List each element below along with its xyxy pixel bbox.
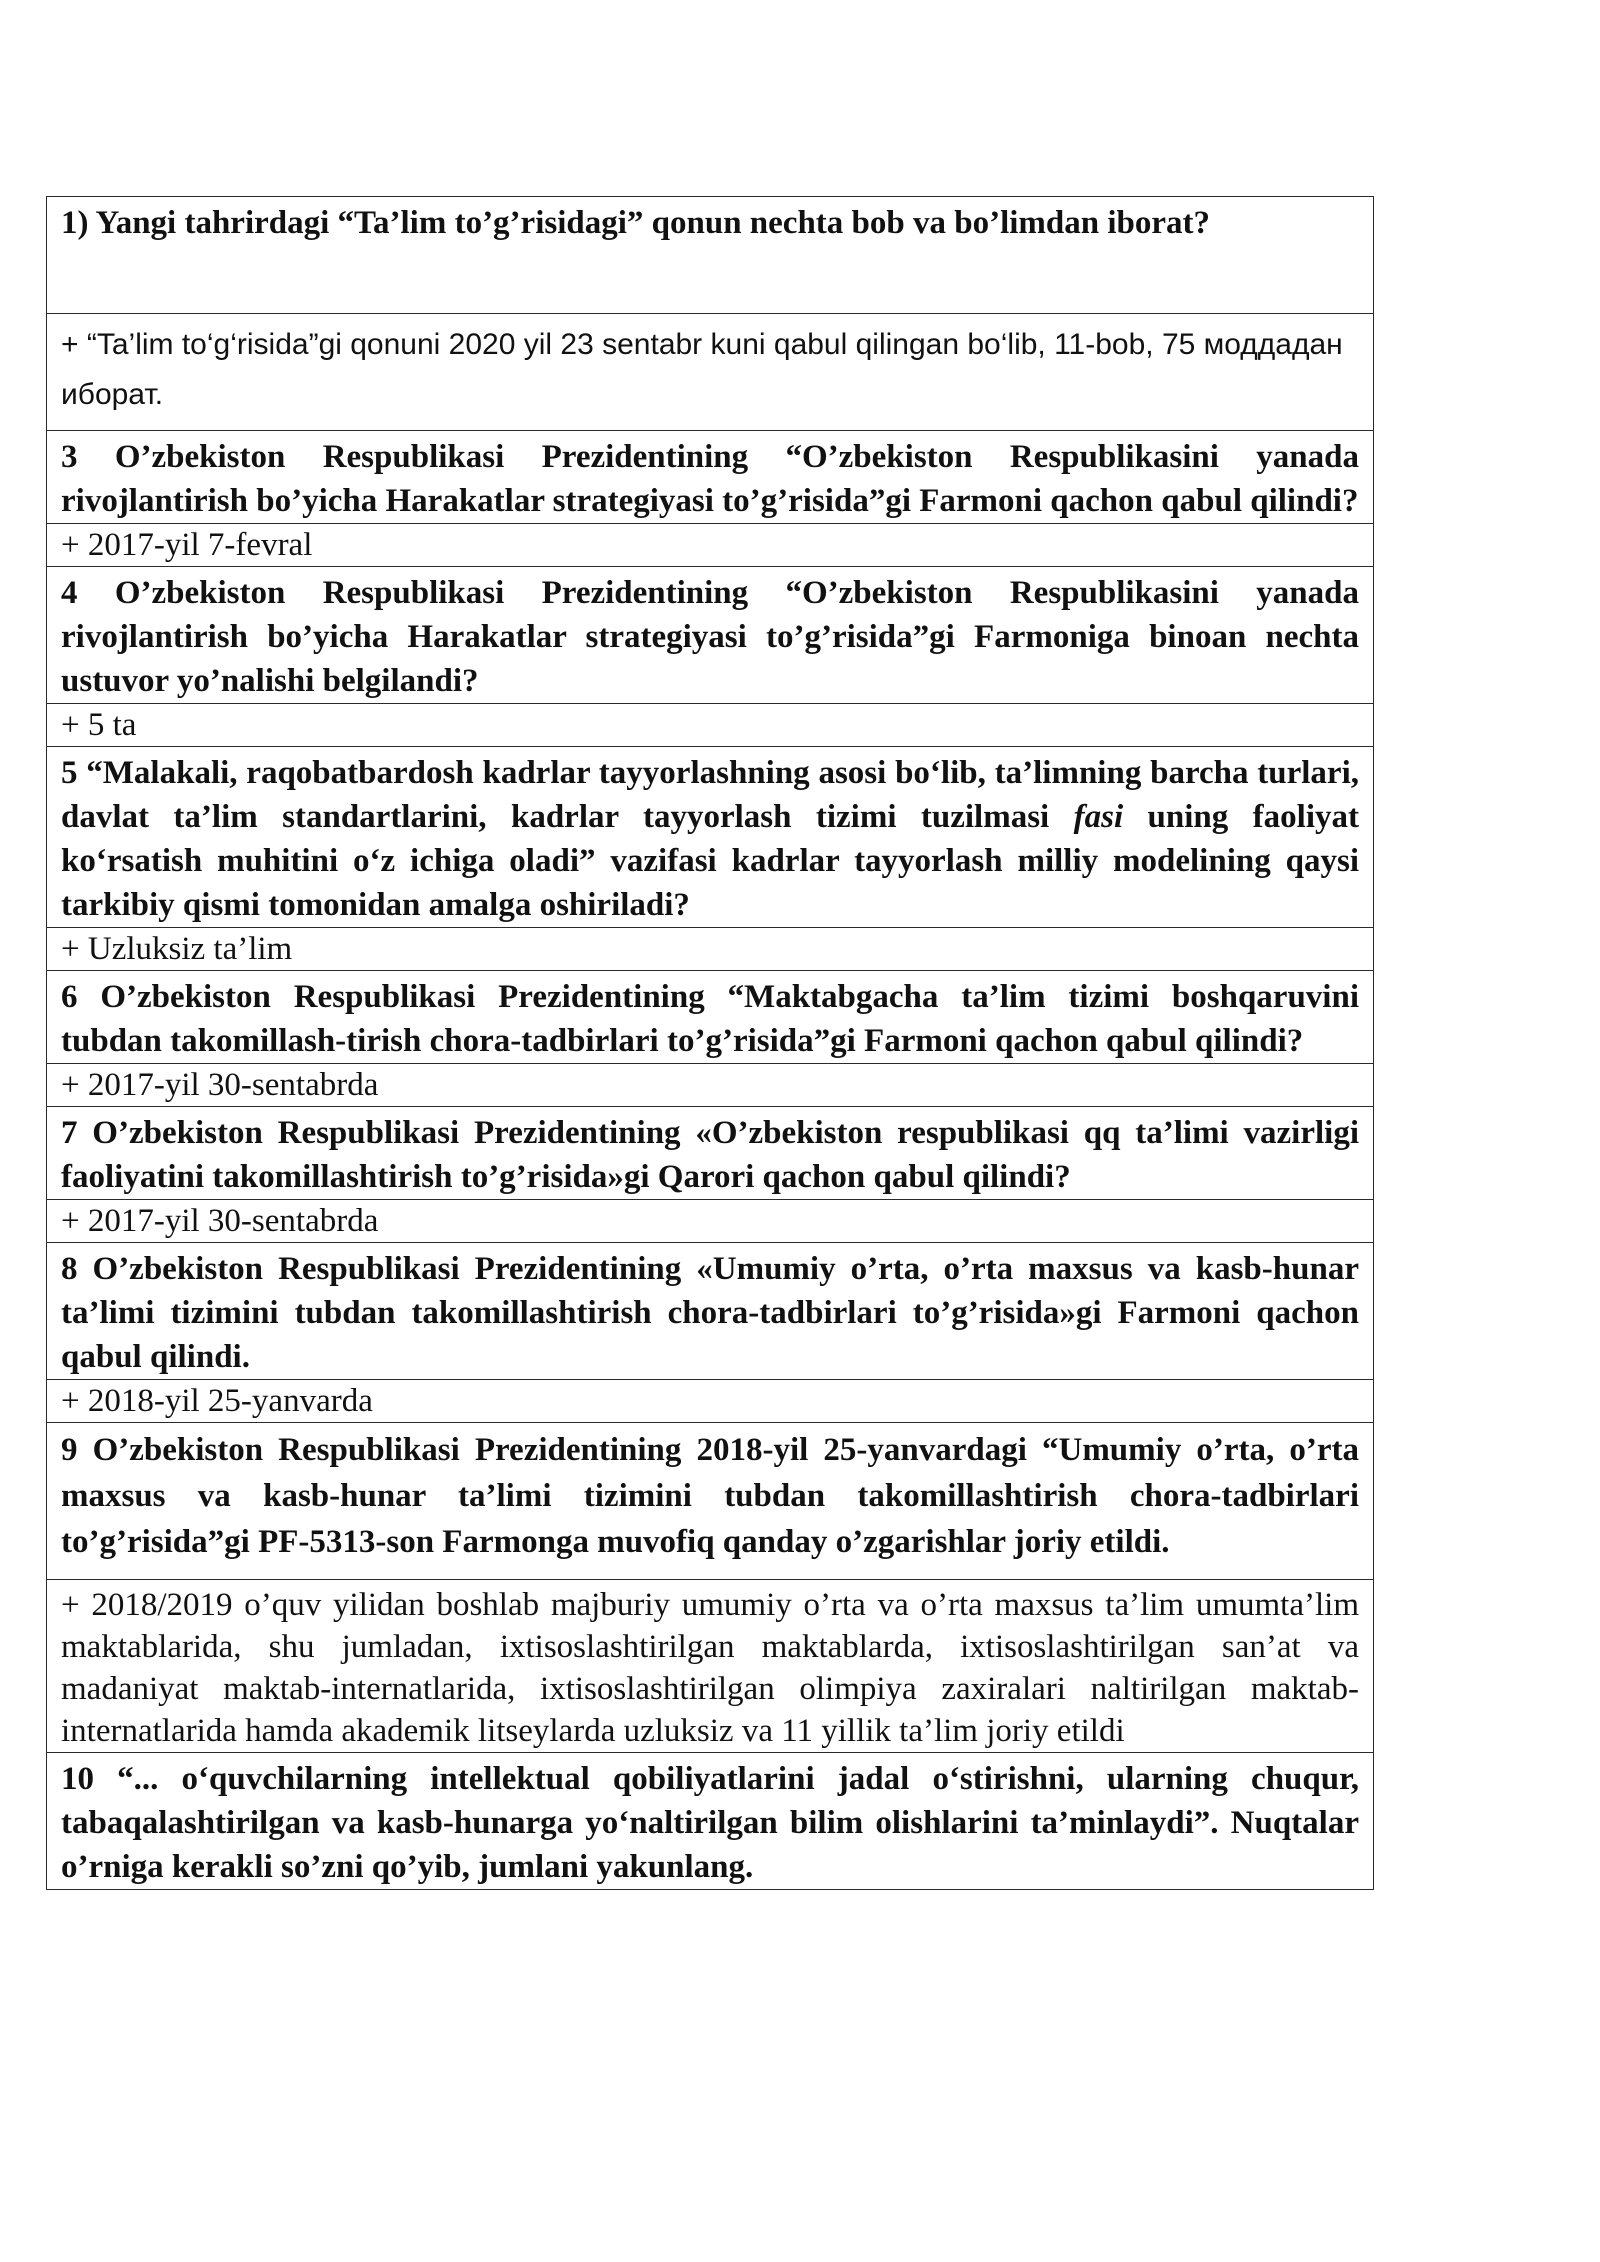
qa-table	[46, 196, 1374, 1890]
question-row	[47, 1423, 1374, 1580]
question-row	[47, 1243, 1374, 1380]
answer-row	[47, 1200, 1374, 1243]
question-6: 6 O’zbekiston Respublikasi Prezidentining “Maktabgacha ta’lim tizimi boshqaruvini tubdan takomillash-tirish chora-tadbirlari to’g’risida”gi Farmoni qachon qabul qilindi?	[47, 971, 1374, 1064]
question-row	[47, 567, 1374, 704]
answer-1: + “Ta’lim to‘g‘risida”gi qonuni 2020 yil 23 sentabr kuni qabul qilingan bo‘lib, 11-bob, 75 моддадан иборат.	[47, 314, 1374, 431]
question-3: 3 O’zbekiston Respublikasi Prezidentining “O’zbekiston Respublikasini yanada rivojlantirish bo’yicha Harakatlar strategiyasi to’g’risida”gi Farmoni qachon qabul qilindi?	[47, 431, 1374, 524]
question-4: 4 O’zbekiston Respublikasi Prezidentining “O’zbekiston Respublikasini yanada rivojlantirish bo’yicha Harakatlar strategiyasi to’g’risida”gi Farmoniga binoan nechta ustuvor yo’nalishi belgilandi?	[47, 567, 1374, 704]
question-5-italic-word: fasi	[1073, 799, 1124, 835]
question-row	[47, 1753, 1374, 1890]
answer-4: + 5 ta	[47, 704, 1374, 747]
answer-9: + 2018/2019 o’quv yilidan boshlab majburiy umumiy o’rta va o’rta maxsus ta’lim umumta’lim maktablarida, shu jumladan, ixtisoslashtirilgan maktablarda, ixtisoslashtirilgan san’at va madaniyat maktab-internatlarida, ixtisoslashtirilgan olimpiya zaxiralari naltirilgan maktab-internatlarida hamda akademik litseylarda uzluksiz va 11 yillik ta’lim joriy etildi	[47, 1580, 1374, 1753]
answer-row	[47, 1380, 1374, 1423]
question-1: 1) Yangi tahrirdagi “Ta’lim to’g’risidagi” qonun nechta bob va bo’limdan iborat?	[47, 197, 1374, 314]
answer-row	[47, 1064, 1374, 1107]
question-row	[47, 747, 1374, 928]
question-8: 8 O’zbekiston Respublikasi Prezidentining «Umumiy o’rta, o’rta maxsus va kasb-hunar ta’limi tizimini tubdan takomillashtirish chora-tadbirlari to’g’risida»gi Farmoni qachon qabul qilindi.	[47, 1243, 1374, 1380]
answer-7: + 2017-yil 30-sentabrda	[47, 1200, 1374, 1243]
question-10: 10 “... o‘quvchilarning intellektual qobiliyatlarini jadal o‘stirishni, ularning chuqur, tabaqalashtirilgan va kasb-hunarga yo‘naltirilgan bilim olishlarini ta’minlaydi”. Nuqtalar o’rniga kerakli so’zni qo’yib, jumlani yakunlang.	[47, 1753, 1374, 1890]
answer-6: + 2017-yil 30-sentabrda	[47, 1064, 1374, 1107]
question-5-text-before: 5 “Malakali, raqobatbardosh kadrlar tayyorlashning asosi bo‘lib, ta’limning barcha turlari, davlat ta’lim standartlarini, kadrlar tayyorlash tizimi tuzilmasi	[61, 755, 1359, 835]
question-row	[47, 197, 1374, 314]
answer-row	[47, 524, 1374, 567]
answer-8: + 2018-yil 25-yanvarda	[47, 1380, 1374, 1423]
answer-row	[47, 1580, 1374, 1753]
question-row	[47, 971, 1374, 1064]
answer-3: + 2017-yil 7-fevral	[47, 524, 1374, 567]
question-5-text-after: uning faoliyat ko‘rsatish muhitini o‘z ichiga oladi” vazifasi kadrlar tayyorlash milliy modelining qaysi tarkibiy qismi tomonidan amalga oshiriladi?	[61, 799, 1359, 923]
answer-row	[47, 928, 1374, 971]
answer-row	[47, 314, 1374, 431]
question-row	[47, 1107, 1374, 1200]
question-7: 7 O’zbekiston Respublikasi Prezidentining «O’zbekiston respublikasi qq ta’limi vazirligi faoliyatini takomillashtirish to’g’risida»gi Qarori qachon qabul qilindi?	[47, 1107, 1374, 1200]
question-row	[47, 431, 1374, 524]
answer-row	[47, 704, 1374, 747]
question-5	[47, 747, 1374, 928]
answer-5: + Uzluksiz ta’lim	[47, 928, 1374, 971]
question-9: 9 O’zbekiston Respublikasi Prezidentining 2018-yil 25-yanvardagi “Umumiy o’rta, o’rta maxsus va kasb-hunar ta’limi tizimini tubdan takomillashtirish chora-tadbirlari to’g’risida”gi PF-5313-son Farmonga muvofiq qanday o’zgarishlar joriy etildi.	[47, 1423, 1374, 1580]
